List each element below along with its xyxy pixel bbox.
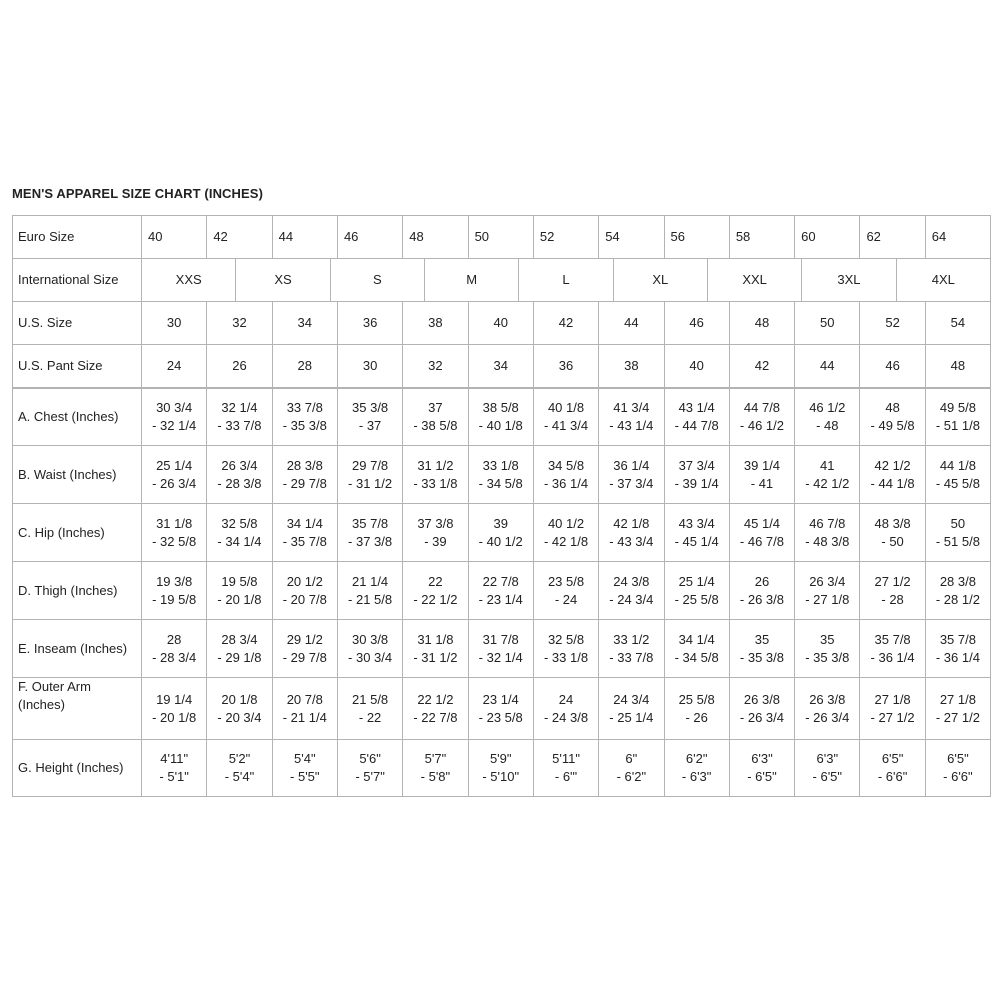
cell: 29 7/8 - 31 1/2 xyxy=(338,446,403,503)
cell: 28 3/8 - 29 7/8 xyxy=(273,446,338,503)
cell: 42 1/2 - 44 1/8 xyxy=(860,446,925,503)
cell: XXS xyxy=(175,272,202,287)
cell: 25 5/8 - 26 xyxy=(665,678,730,739)
cell: 19 3/8 - 19 5/8 xyxy=(142,562,207,619)
cell: 41 - 42 1/2 xyxy=(795,446,860,503)
cell: 43 3/4 - 45 1/4 xyxy=(665,504,730,561)
cell: 26 3/4 - 28 3/8 xyxy=(207,446,272,503)
cell: 28 3/8 - 28 1/2 xyxy=(926,562,991,619)
row-waist xyxy=(12,445,991,503)
cell: 28 xyxy=(273,345,338,387)
cell: 24 - 24 3/8 xyxy=(534,678,599,739)
row-euro-size xyxy=(12,215,991,258)
row-values xyxy=(142,620,991,677)
cell: 5'2" - 5'4" xyxy=(207,740,272,796)
cell: 39 - 40 1/2 xyxy=(469,504,534,561)
cell: 31 1/8 - 31 1/2 xyxy=(403,620,468,677)
row-outer-arm xyxy=(12,677,991,739)
row-values xyxy=(142,504,991,561)
cell: 54 xyxy=(599,216,664,258)
row-us-pant-size xyxy=(12,344,991,387)
cell: 35 3/8 - 37 xyxy=(338,389,403,445)
cell: 5'6" - 5'7" xyxy=(338,740,403,796)
cell: 30 3/4 - 32 1/4 xyxy=(142,389,207,445)
cell: 5'11" - 6'" xyxy=(534,740,599,796)
cell: 4'11" - 5'1" xyxy=(142,740,207,796)
cell: 23 5/8 - 24 xyxy=(534,562,599,619)
cell: 22 7/8 - 23 1/4 xyxy=(469,562,534,619)
cell: 6'3" - 6'5" xyxy=(730,740,795,796)
row-label: G. Height (Inches) xyxy=(13,740,142,796)
cell: 48 xyxy=(926,345,991,387)
cell: 52 xyxy=(860,302,925,344)
cell: 62 xyxy=(860,216,925,258)
cell: 41 3/4 - 43 1/4 xyxy=(599,389,664,445)
cell: 38 5/8 - 40 1/8 xyxy=(469,389,534,445)
cell: 44 xyxy=(795,345,860,387)
cell: 26 - 26 3/8 xyxy=(730,562,795,619)
row-label: U.S. Pant Size xyxy=(13,345,142,387)
cell: 34 xyxy=(469,345,534,387)
row-label: D. Thigh (Inches) xyxy=(13,562,142,619)
cell: 44 1/8 - 45 5/8 xyxy=(926,446,991,503)
cell: 43 1/4 - 44 7/8 xyxy=(665,389,730,445)
cell: 40 xyxy=(469,302,534,344)
cell: 31 1/8 - 32 5/8 xyxy=(142,504,207,561)
cell: 35 - 35 3/8 xyxy=(795,620,860,677)
cell: 20 1/2 - 20 7/8 xyxy=(273,562,338,619)
cell: 25 1/4 - 25 5/8 xyxy=(665,562,730,619)
cell: 50 xyxy=(795,302,860,344)
cell: 19 5/8 - 20 1/8 xyxy=(207,562,272,619)
cell: 36 1/4 - 37 3/4 xyxy=(599,446,664,503)
cell: 21 5/8 - 22 xyxy=(338,678,403,739)
cell: L xyxy=(518,259,612,301)
cell: 30 xyxy=(338,345,403,387)
cell: 36 xyxy=(534,345,599,387)
cell: 23 1/4 - 23 5/8 xyxy=(469,678,534,739)
cell: 5'9" - 5'10" xyxy=(469,740,534,796)
cell: 27 1/2 - 28 xyxy=(860,562,925,619)
cell: 34 5/8 - 36 1/4 xyxy=(534,446,599,503)
cell: 44 7/8 - 46 1/2 xyxy=(730,389,795,445)
cell: 40 xyxy=(665,345,730,387)
cell: 20 7/8 - 21 1/4 xyxy=(273,678,338,739)
row-hip xyxy=(12,503,991,561)
cell: 6'5" - 6'6" xyxy=(926,740,991,796)
cell: 48 - 49 5/8 xyxy=(860,389,925,445)
cell: 35 7/8 - 36 1/4 xyxy=(926,620,991,677)
cell: 42 1/8 - 43 3/4 xyxy=(599,504,664,561)
cell: XL xyxy=(613,259,707,301)
cell: 42 xyxy=(730,345,795,387)
cell: 38 xyxy=(403,302,468,344)
cell: 36 xyxy=(338,302,403,344)
cell: 33 1/2 - 33 7/8 xyxy=(599,620,664,677)
cell: S xyxy=(330,259,424,301)
size-chart-table xyxy=(12,215,991,797)
cell: 6'2" - 6'3" xyxy=(665,740,730,796)
cell: 58 xyxy=(730,216,795,258)
cell: 30 xyxy=(142,302,207,344)
cell: 4XL xyxy=(896,259,990,301)
cell: 35 - 35 3/8 xyxy=(730,620,795,677)
cell: 34 1/4 - 35 7/8 xyxy=(273,504,338,561)
cell: 50 xyxy=(469,216,534,258)
cell: 46 7/8 - 48 3/8 xyxy=(795,504,860,561)
cell: 32 5/8 - 33 1/8 xyxy=(534,620,599,677)
cell: 35 7/8 - 36 1/4 xyxy=(860,620,925,677)
row-label: A. Chest (Inches) xyxy=(13,389,142,445)
cell: 27 1/8 - 27 1/2 xyxy=(926,678,991,739)
row-thigh xyxy=(12,561,991,619)
cell: 45 1/4 - 46 7/8 xyxy=(730,504,795,561)
cell: 64 xyxy=(926,216,991,258)
cell: 39 1/4 - 41 xyxy=(730,446,795,503)
cell: 27 1/8 - 27 1/2 xyxy=(860,678,925,739)
cell: 49 5/8 - 51 1/8 xyxy=(926,389,991,445)
row-values xyxy=(142,302,991,344)
cell: 44 xyxy=(599,302,664,344)
row-values xyxy=(142,740,991,796)
row-values xyxy=(142,678,991,739)
cell: 46 xyxy=(338,216,403,258)
cell: 46 xyxy=(860,345,925,387)
cell: 21 1/4 - 21 5/8 xyxy=(338,562,403,619)
cell: 5'4" - 5'5" xyxy=(273,740,338,796)
row-values xyxy=(142,259,991,301)
cell: 37 3/4 - 39 1/4 xyxy=(665,446,730,503)
cell: 44 xyxy=(273,216,338,258)
cell: 33 1/8 - 34 5/8 xyxy=(469,446,534,503)
cell: 31 7/8 - 32 1/4 xyxy=(469,620,534,677)
cell: 60 xyxy=(795,216,860,258)
row-us-size xyxy=(12,301,991,344)
cell: 52 xyxy=(534,216,599,258)
cell: 40 1/8 - 41 3/4 xyxy=(534,389,599,445)
cell: 26 3/8 - 26 3/4 xyxy=(795,678,860,739)
cell: 22 - 22 1/2 xyxy=(403,562,468,619)
row-inseam xyxy=(12,619,991,677)
cell: XXL xyxy=(707,259,801,301)
cell: 48 xyxy=(403,216,468,258)
row-values xyxy=(142,216,991,258)
cell: 24 xyxy=(142,345,207,387)
cell: 6" - 6'2" xyxy=(599,740,664,796)
cell: 56 xyxy=(665,216,730,258)
cell: 35 7/8 - 37 3/8 xyxy=(338,504,403,561)
cell: 32 xyxy=(207,302,272,344)
cell: 5'7" - 5'8" xyxy=(403,740,468,796)
row-values xyxy=(142,345,991,387)
cell: 29 1/2 - 29 7/8 xyxy=(273,620,338,677)
cell: 42 xyxy=(207,216,272,258)
cell: 20 1/8 - 20 3/4 xyxy=(207,678,272,739)
cell: 6'5" - 6'6" xyxy=(860,740,925,796)
cell: 48 3/8 - 50 xyxy=(860,504,925,561)
cell: 26 3/8 - 26 3/4 xyxy=(730,678,795,739)
row-values xyxy=(142,446,991,503)
cell: 32 5/8 - 34 1/4 xyxy=(207,504,272,561)
cell: 31 1/2 - 33 1/8 xyxy=(403,446,468,503)
cell: M xyxy=(424,259,518,301)
cell: 6'3" - 6'5" xyxy=(795,740,860,796)
cell: 32 xyxy=(403,345,468,387)
row-label: B. Waist (Inches) xyxy=(13,446,142,503)
cell: 38 xyxy=(599,345,664,387)
cell: 26 xyxy=(207,345,272,387)
cell: 19 1/4 - 20 1/8 xyxy=(142,678,207,739)
row-label: F. Outer Arm (Inches) xyxy=(13,678,142,739)
row-label: C. Hip (Inches) xyxy=(13,504,142,561)
cell: 48 xyxy=(730,302,795,344)
cell: 34 1/4 - 34 5/8 xyxy=(665,620,730,677)
cell: XS xyxy=(235,259,329,301)
cell: 26 3/4 - 27 1/8 xyxy=(795,562,860,619)
cell: 30 3/8 - 30 3/4 xyxy=(338,620,403,677)
cell: 37 3/8 - 39 xyxy=(403,504,468,561)
cell: 50 - 51 5/8 xyxy=(926,504,991,561)
cell: 34 xyxy=(273,302,338,344)
row-values xyxy=(142,562,991,619)
cell: 25 1/4 - 26 3/4 xyxy=(142,446,207,503)
cell: 54 xyxy=(926,302,991,344)
cell: 33 7/8 - 35 3/8 xyxy=(273,389,338,445)
cell: 46 xyxy=(665,302,730,344)
cell: 3XL xyxy=(801,259,895,301)
chart-title: MEN'S APPAREL SIZE CHART (INCHES) xyxy=(12,186,263,201)
cell: 28 3/4 - 29 1/8 xyxy=(207,620,272,677)
row-international-size xyxy=(12,258,991,301)
cell: 22 1/2 - 22 7/8 xyxy=(403,678,468,739)
row-label: U.S. Size xyxy=(13,302,142,344)
cell: 40 1/2 - 42 1/8 xyxy=(534,504,599,561)
row-label: International Size xyxy=(13,259,142,301)
row-label: E. Inseam (Inches) xyxy=(13,620,142,677)
row-label: Euro Size xyxy=(13,216,142,258)
cell: 42 xyxy=(534,302,599,344)
cell: 32 1/4 - 33 7/8 xyxy=(207,389,272,445)
row-height xyxy=(12,739,991,797)
cell: 24 3/4 - 25 1/4 xyxy=(599,678,664,739)
cell: 37 - 38 5/8 xyxy=(403,389,468,445)
cell: 40 xyxy=(142,216,207,258)
cell: 24 3/8 - 24 3/4 xyxy=(599,562,664,619)
cell: 46 1/2 - 48 xyxy=(795,389,860,445)
row-values xyxy=(142,389,991,445)
row-chest xyxy=(12,387,991,445)
cell: 28 - 28 3/4 xyxy=(142,620,207,677)
